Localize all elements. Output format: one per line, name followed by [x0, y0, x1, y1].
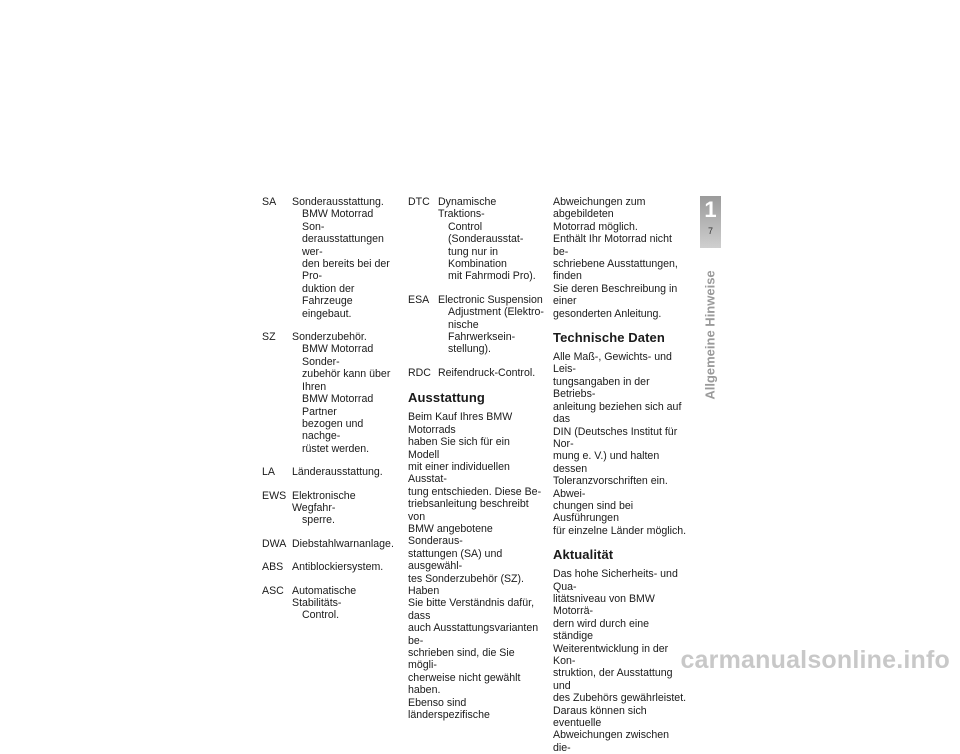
- abbreviation-key: DTC: [408, 196, 430, 208]
- abbreviation-term: Reifendruck-Control.: [438, 366, 536, 379]
- chapter-number: 1: [704, 197, 717, 222]
- abbreviation-term: Elektronische Wegfahr-: [292, 489, 356, 514]
- abbreviation-row: [408, 367, 544, 379]
- abbreviation-term: Automatische Stabilitäts-: [292, 584, 357, 609]
- abbreviation-description: Adjustment (Elektro- nische Fahrwerksein- stellung).: [448, 306, 544, 356]
- section-text-aktualitaet: Das hohe Sicherheits- und Qua- litätsniveau von BMW Motorrä- dern wird durch eine ständige Weiterentwicklung in der Kon- struktion, der Ausstattung und des Zubehörs gewährleistet. Daraus können sich eventuelle Abweichungen zwischen die-: [553, 568, 687, 754]
- ausstattung-continued-text: Abweichungen zum abgebildeten Motorrad möglich. Enthält Ihr Motorrad nicht be- schriebene Ausstattungen, finden Sie deren Beschreibung in einer gesonderten Anleitung.: [553, 196, 678, 320]
- abbreviation-key: RDC: [408, 366, 431, 379]
- abbreviation-list-left: [262, 196, 397, 633]
- abbreviation-row: [262, 538, 397, 550]
- abbreviation-row: [262, 585, 397, 622]
- abbreviation-row: [408, 196, 544, 283]
- abbreviation-key: DWA: [262, 537, 287, 550]
- abbreviation-key: EWS: [262, 489, 287, 502]
- abbreviation-key: ABS: [262, 561, 284, 574]
- section-text-technische-daten: Alle Maß-, Gewichts- und Leis- tungsangaben in der Betriebs- anleitung beziehen sich auf das DIN (Deutsches Institut für Nor- mung e. V.) und halten dessen Toleranzvorschriften ein. Abwei- chungen sind bei Ausführungen für einzelne Länder möglich.: [553, 351, 687, 537]
- abbreviation-term: Dynamische Traktions-: [438, 196, 497, 221]
- abbreviation-description: BMW Motorrad Sonder- zubehör kann über Ihren BMW Motorrad Partner bezogen und nachge- rüstet werden.: [302, 343, 391, 455]
- right-column: [553, 196, 688, 754]
- abbreviation-key: SZ: [262, 331, 276, 344]
- abbreviation-term-continued: Control.: [302, 609, 340, 622]
- abbreviation-term-continued: sperre.: [302, 514, 335, 527]
- abbreviation-term: Sonderzubehör.: [292, 331, 367, 344]
- abbreviation-key: LA: [262, 466, 275, 479]
- abbreviation-key: SA: [262, 196, 277, 208]
- section-heading-aktualitaet: Aktualität: [553, 547, 614, 563]
- abbreviation-term: Diebstahlwarnanlage.: [292, 537, 394, 550]
- abbreviation-row: [408, 294, 544, 356]
- abbreviation-term: Antiblockiersystem.: [292, 561, 384, 574]
- chapter-tab: [700, 196, 721, 248]
- watermark: carmanualsonline.info: [680, 646, 950, 674]
- page-number: 7: [707, 226, 713, 236]
- section-heading-ausstattung: Ausstattung: [408, 390, 485, 406]
- abbreviation-row: [262, 466, 397, 478]
- abbreviation-key: ASC: [262, 584, 284, 597]
- middle-column: [408, 196, 544, 721]
- abbreviation-description: Control (Sonderausstat- tung nur in Kombination mit Fahrmodi Pro).: [448, 220, 536, 283]
- abbreviation-term: Sonderausstattung.: [292, 196, 384, 208]
- abbreviation-row: [262, 490, 397, 527]
- section-heading-technische-daten: Technische Daten: [553, 330, 665, 346]
- section-text-ausstattung: Beim Kauf Ihres BMW Motorrads haben Sie sich für ein Modell mit einer individuellen Ausstat- tung entschieden. Diese Be- triebsanleitung beschreibt von BMW angebotene Sonderaus- stattungen (SA) und ausgewähl- tes Sonderzubehör (SZ). Haben Sie bitte Verständnis dafür, dass auch Ausstattungsvarianten be- schrieben sind, die Sie mögli- cherweise nicht gewählt haben. Ebenso sind länderspezifische: [408, 411, 542, 722]
- abbreviation-term: Electronic Suspension: [438, 293, 543, 306]
- abbreviation-key: ESA: [408, 293, 430, 306]
- abbreviation-term: Länderausstattung.: [292, 466, 383, 479]
- abbreviation-row: [262, 196, 397, 320]
- chapter-title-vertical: Allgemeine Hinweise: [702, 270, 718, 400]
- abbreviation-row: [262, 331, 397, 455]
- abbreviation-row: [262, 561, 397, 573]
- abbreviation-description: BMW Motorrad Son- derausstattungen wer- den bereits bei der Pro- duktion der Fahrzeuge eingebaut.: [302, 208, 390, 320]
